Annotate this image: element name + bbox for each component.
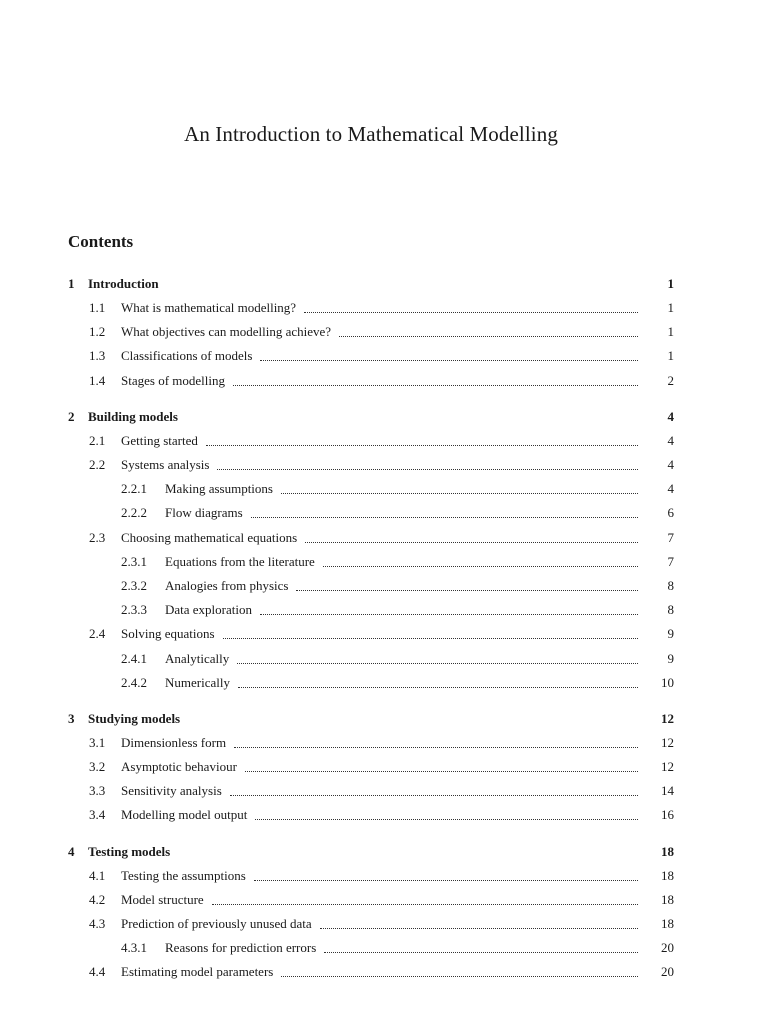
table-of-contents — [68, 272, 674, 997]
toc-chapter-entry-page-number: 1 — [667, 276, 674, 291]
toc-section-entry-page-number: 1 — [667, 300, 674, 316]
toc-subsection-entry-title: Numerically — [165, 675, 234, 691]
toc-section-entry-title: Asymptotic behaviour — [121, 759, 241, 775]
toc-section-entry[interactable] — [68, 296, 674, 320]
toc-section-entry-number: 1.3 — [89, 348, 106, 364]
toc-section-entry-title: Testing the assumptions — [121, 868, 250, 884]
toc-subsection-entry-leader — [238, 686, 638, 688]
toc-subsection-entry-leader — [324, 951, 638, 953]
toc-chapter-entry-number: 3 — [68, 710, 75, 726]
toc-subsection-entry-title: Reasons for prediction errors — [165, 940, 320, 956]
toc-section-entry-leader — [254, 879, 638, 881]
toc-section-entry-number: 1.2 — [89, 324, 106, 340]
toc-section-entry-title: Estimating model parameters — [121, 964, 277, 980]
toc-section-entry-page-number: 2 — [667, 372, 674, 388]
toc-section-entry-title: Classifications of models — [121, 348, 256, 364]
toc-chapter-entry-page-number: 4 — [667, 408, 674, 424]
toc-subsection-entry-title: Analogies from physics — [165, 578, 292, 594]
toc-subsection-entry[interactable] — [68, 646, 674, 670]
toc-section-entry-leader — [339, 335, 638, 337]
toc-subsection-entry-page-number: 8 — [667, 602, 674, 618]
toc-chapter-entry[interactable] — [68, 272, 674, 296]
toc-subsection-entry[interactable] — [68, 550, 674, 574]
toc-subsection-entry-page-number: 9 — [667, 650, 674, 666]
toc-section-entry-title: Systems analysis — [121, 457, 213, 473]
toc-chapter-entry-page-number: 18 — [661, 843, 674, 859]
toc-section-entry-number: 2.3 — [89, 529, 106, 545]
toc-section-entry-page-number: 18 — [661, 867, 674, 883]
toc-subsection-entry-title: Equations from the literature — [165, 554, 319, 570]
toc-section-entry[interactable] — [68, 344, 674, 368]
toc-section-entry-leader — [260, 359, 638, 361]
toc-subsection-entry-title: Data exploration — [165, 602, 256, 618]
toc-section-entry-title: Dimensionless form — [121, 735, 230, 751]
toc-section-entry-number: 2.2 — [89, 457, 106, 473]
toc-chapter-entry-number: 2 — [68, 408, 75, 424]
toc-chapter-entry[interactable] — [68, 840, 674, 864]
toc-subsection-entry-page-number: 6 — [667, 505, 674, 521]
toc-section-entry[interactable] — [68, 369, 674, 393]
toc-subsection-entry-title: Flow diagrams — [165, 505, 247, 521]
toc-section-entry-number: 4.1 — [89, 867, 106, 883]
toc-section-entry-leader — [304, 311, 638, 313]
toc-subsection-entry-number: 2.3.1 — [121, 553, 147, 569]
toc-subsection-entry-number: 2.3.3 — [121, 602, 147, 618]
toc-section-entry-leader — [206, 444, 638, 446]
toc-section-entry-leader — [217, 468, 638, 470]
toc-section-entry-page-number: 7 — [667, 529, 674, 545]
toc-subsection-entry-number: 2.4.2 — [121, 674, 147, 690]
toc-section-entry[interactable] — [68, 320, 674, 344]
toc-chapter-entry-title: Studying models — [88, 711, 184, 727]
toc-chapter-entry[interactable] — [68, 707, 674, 731]
toc-chapter-entry-title: Building models — [88, 409, 182, 425]
toc-section-entry[interactable] — [68, 960, 674, 984]
toc-section-entry[interactable] — [68, 622, 674, 646]
toc-section-entry-number: 3.1 — [89, 734, 106, 750]
toc-subsection-entry[interactable] — [68, 574, 674, 598]
toc-section-entry[interactable] — [68, 429, 674, 453]
toc-section-entry-page-number: 1 — [667, 324, 674, 340]
toc-section-entry-number: 4.2 — [89, 891, 106, 907]
toc-chapter-entry-number: 4 — [68, 843, 75, 859]
toc-section-entry[interactable] — [68, 803, 674, 827]
toc-subsection-entry-number: 4.3.1 — [121, 940, 147, 956]
toc-chapter-block — [68, 272, 674, 393]
toc-section-entry-leader — [320, 927, 638, 929]
toc-subsection-entry-number: 2.4.1 — [121, 650, 147, 666]
toc-chapter-entry-number: 1 — [68, 276, 75, 291]
toc-section-entry-leader — [230, 794, 638, 796]
toc-subsection-entry-leader — [323, 565, 638, 567]
toc-subsection-entry-page-number: 4 — [667, 481, 674, 497]
toc-section-entry-leader — [223, 637, 638, 639]
toc-subsection-entry[interactable] — [68, 598, 674, 622]
toc-section-entry-page-number: 14 — [661, 783, 674, 799]
toc-subsection-entry-leader — [251, 516, 638, 518]
toc-section-entry-number: 2.1 — [89, 432, 106, 448]
toc-section-entry-title: Solving equations — [121, 626, 219, 642]
toc-section-entry-leader — [245, 770, 638, 772]
toc-subsection-entry-leader — [237, 662, 638, 664]
toc-section-entry-title: Getting started — [121, 433, 202, 449]
toc-section-entry-page-number: 4 — [667, 432, 674, 448]
toc-section-entry-title: Modelling model output — [121, 807, 251, 823]
toc-section-entry-title: Choosing mathematical equations — [121, 530, 301, 546]
toc-section-entry[interactable] — [68, 731, 674, 755]
toc-section-entry-page-number: 18 — [661, 891, 674, 907]
toc-section-entry-page-number: 16 — [661, 807, 674, 823]
toc-subsection-entry-leader — [296, 589, 638, 591]
toc-section-entry-leader — [255, 818, 638, 820]
toc-section-entry-page-number: 9 — [667, 626, 674, 642]
toc-section-entry-number: 3.2 — [89, 759, 106, 775]
toc-section-entry[interactable] — [68, 864, 674, 888]
toc-section-entry-page-number: 1 — [667, 348, 674, 364]
toc-section-entry-number: 3.4 — [89, 807, 106, 823]
toc-subsection-entry-number: 2.2.1 — [121, 481, 147, 497]
toc-subsection-entry-page-number: 8 — [667, 577, 674, 593]
toc-chapter-block — [68, 707, 674, 828]
toc-subsection-entry-number: 2.2.2 — [121, 505, 147, 521]
toc-subsection-entry-leader — [260, 613, 638, 615]
toc-section-entry-title: What is mathematical modelling? — [121, 300, 300, 316]
toc-section-entry[interactable] — [68, 755, 674, 779]
toc-section-entry-number: 4.4 — [89, 964, 106, 980]
toc-section-entry-page-number: 18 — [661, 916, 674, 932]
toc-section-entry-title: Stages of modelling — [121, 373, 229, 389]
toc-chapter-entry-title: Introduction — [88, 276, 163, 292]
contents-heading: Contents — [68, 232, 134, 251]
toc-section-entry[interactable] — [68, 912, 674, 936]
toc-section-entry-title: Sensitivity analysis — [121, 783, 226, 799]
toc-subsection-entry-title: Analytically — [165, 651, 233, 667]
toc-section-entry-page-number: 4 — [667, 457, 674, 473]
toc-section-entry[interactable] — [68, 526, 674, 550]
toc-section-entry-page-number: 12 — [661, 734, 674, 750]
toc-section-entry[interactable] — [68, 779, 674, 803]
toc-section-entry-number: 1.1 — [89, 300, 106, 316]
toc-chapter-block — [68, 840, 674, 985]
toc-subsection-entry[interactable] — [68, 936, 674, 960]
toc-subsection-entry[interactable] — [68, 477, 674, 501]
toc-section-entry[interactable] — [68, 888, 674, 912]
toc-section-entry-page-number: 20 — [661, 964, 674, 980]
toc-section-entry-number: 2.4 — [89, 626, 106, 642]
toc-subsection-entry[interactable] — [68, 671, 674, 695]
toc-section-entry-number: 4.3 — [89, 916, 106, 932]
toc-section-entry-leader — [281, 975, 638, 977]
toc-section-entry-title: Model structure — [121, 892, 208, 908]
toc-subsection-entry-page-number: 10 — [661, 674, 674, 690]
toc-section-entry-leader — [233, 384, 638, 386]
toc-section-entry-leader — [305, 541, 638, 543]
toc-subsection-entry-page-number: 7 — [667, 553, 674, 569]
toc-subsection-entry-page-number: 20 — [661, 940, 674, 956]
toc-section-entry-title: Prediction of previously unused data — [121, 916, 316, 932]
toc-subsection-entry[interactable] — [68, 501, 674, 525]
toc-chapter-entry-page-number: 12 — [661, 710, 674, 726]
toc-section-entry-title: What objectives can modelling achieve? — [121, 324, 335, 340]
toc-chapter-block — [68, 405, 674, 695]
toc-section-entry[interactable] — [68, 453, 674, 477]
toc-chapter-entry[interactable] — [68, 405, 674, 429]
toc-subsection-entry-leader — [281, 492, 638, 494]
toc-section-entry-number: 3.3 — [89, 783, 106, 799]
toc-section-entry-number: 1.4 — [89, 372, 106, 388]
toc-chapter-entry-title: Testing models — [88, 844, 174, 860]
toc-subsection-entry-number: 2.3.2 — [121, 577, 147, 593]
toc-subsection-entry-title: Making assumptions — [165, 481, 277, 497]
toc-section-entry-leader — [234, 746, 638, 748]
document-title: An Introduction to Mathematical Modelling — [184, 122, 558, 146]
toc-section-entry-leader — [212, 903, 638, 905]
toc-section-entry-page-number: 12 — [661, 759, 674, 775]
